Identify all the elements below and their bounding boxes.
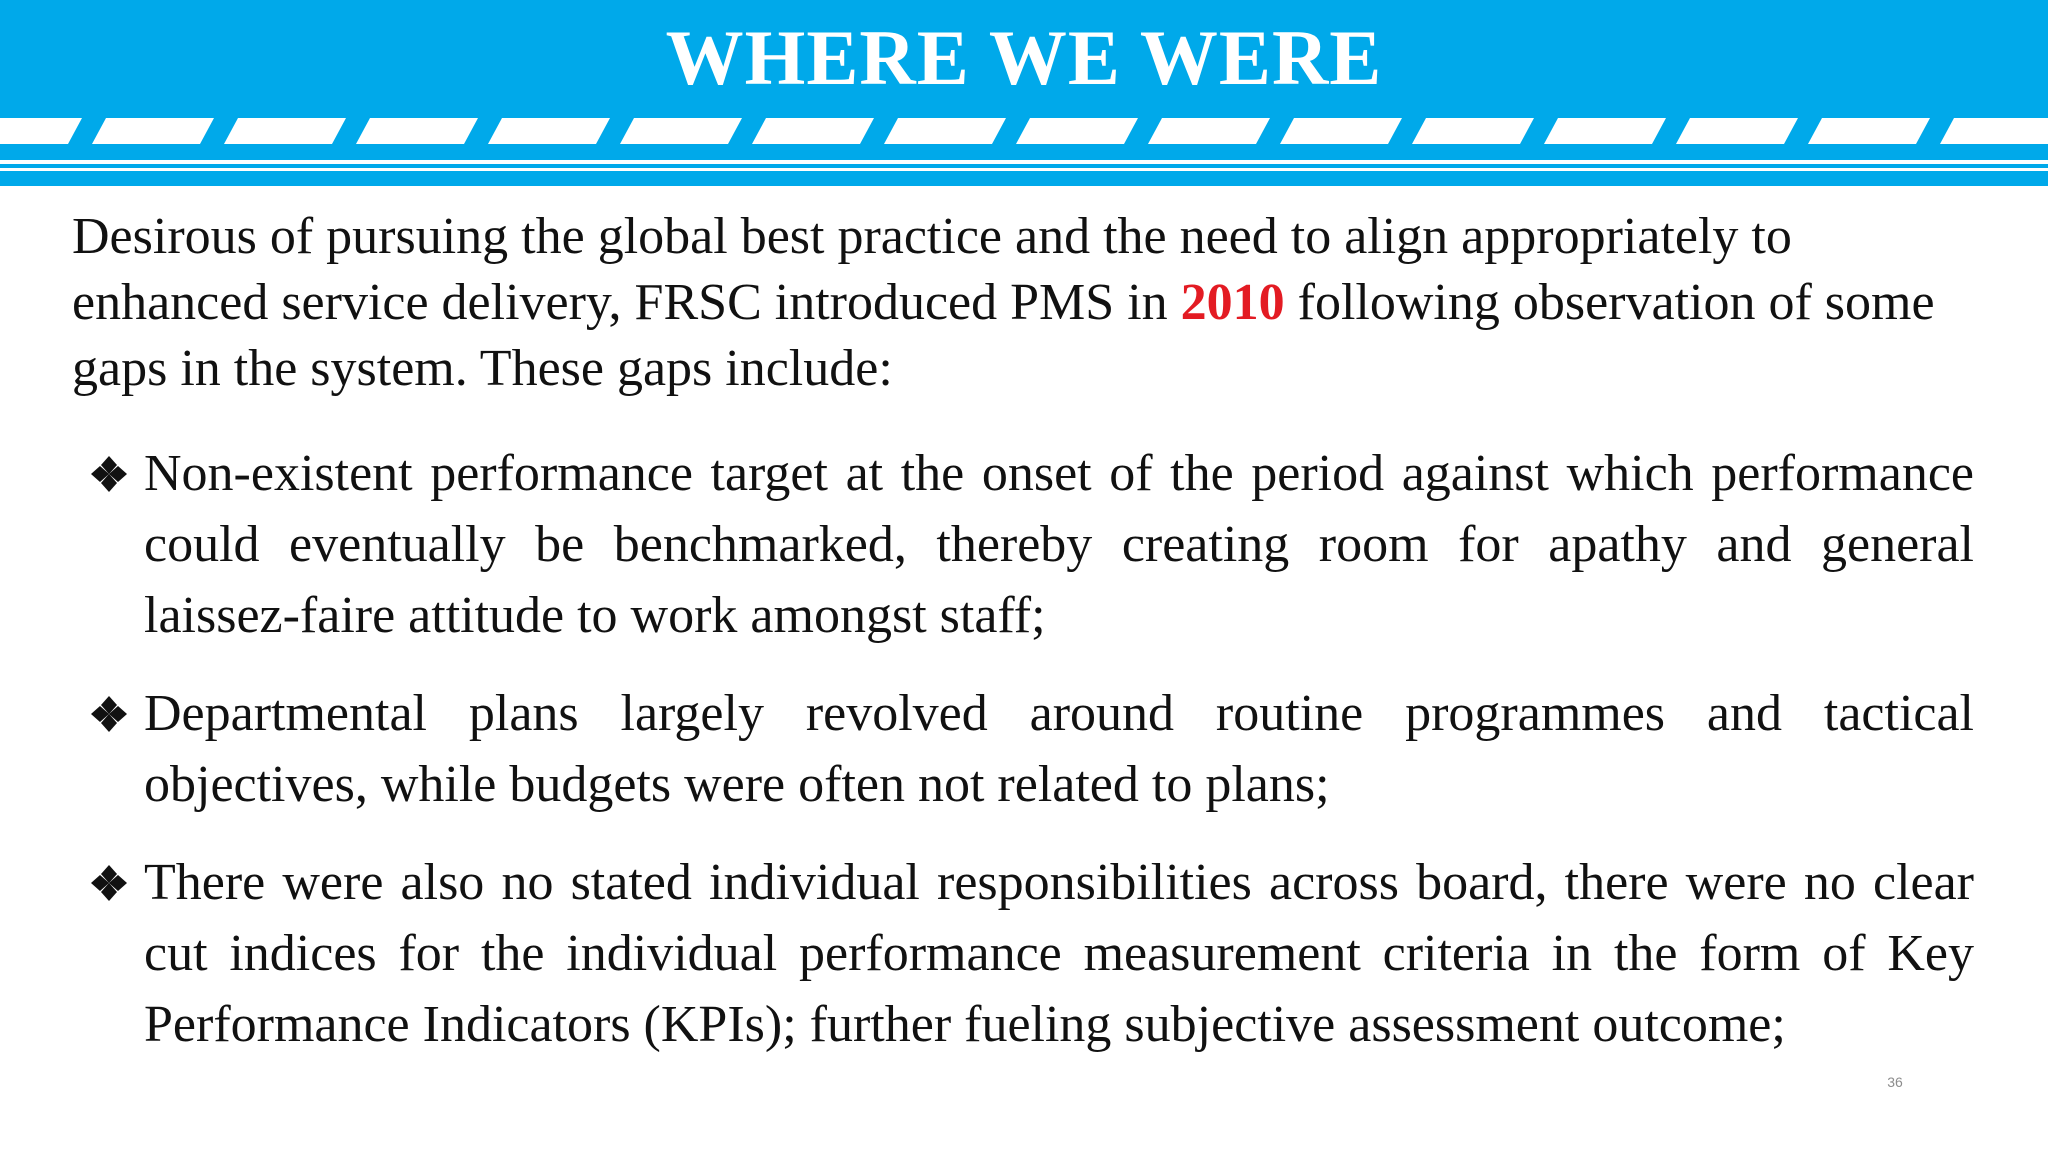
road-dash <box>752 118 874 144</box>
intro-paragraph <box>72 204 1972 402</box>
gap-text: Non-existent performance target at the onset of the period against which performance could eventually be benchmarked, thereby creating room for apathy and general laissez-faire attitude to work amongst staff; <box>144 445 1974 644</box>
road-dash <box>92 118 214 144</box>
four-diamond-bullet-icon <box>86 847 132 918</box>
road-dash <box>0 118 82 144</box>
road-dash <box>620 118 742 144</box>
four-diamond-bullet-icon <box>86 438 132 509</box>
road-dash <box>1412 118 1534 144</box>
slide-title: WHERE WE WERE <box>665 14 1383 101</box>
page-number: 36 <box>1887 1074 1903 1090</box>
intro-text: following observation of some gaps in the system. These gaps include: <box>72 274 1935 397</box>
gaps-list <box>86 438 1974 1087</box>
list-item <box>86 847 1974 1060</box>
road-dash <box>1544 118 1666 144</box>
header-divider-line <box>0 160 2048 164</box>
road-marking-stripes <box>0 112 2048 152</box>
road-dash <box>224 118 346 144</box>
gap-text: There were also no stated individual responsibilities across board, there were no clear cut indices for the individual performance measurement criteria in the form of Key Performance Indicators (KPIs); further fueling subjective assessment outcome; <box>144 854 1974 1053</box>
road-dash <box>1148 118 1270 144</box>
intro-year: 2010 <box>1180 274 1285 331</box>
road-dash <box>884 118 1006 144</box>
road-dash <box>1940 118 2048 144</box>
header-divider-line <box>0 168 2048 171</box>
road-dash <box>1016 118 1138 144</box>
intro-text: Desirous of pursuing the global best practice and the need to align appropriately to enhanced service delivery, FRSC introduced PMS in <box>72 208 1792 331</box>
road-dash <box>1280 118 1402 144</box>
road-dash <box>1808 118 1930 144</box>
road-dash <box>1676 118 1798 144</box>
road-dash <box>356 118 478 144</box>
gap-text: Departmental plans largely revolved around routine programmes and tactical objectives, while budgets were often not related to plans; <box>144 685 1974 813</box>
list-item <box>86 438 1974 651</box>
list-item <box>86 678 1974 820</box>
four-diamond-bullet-icon <box>86 678 132 749</box>
road-dash <box>488 118 610 144</box>
